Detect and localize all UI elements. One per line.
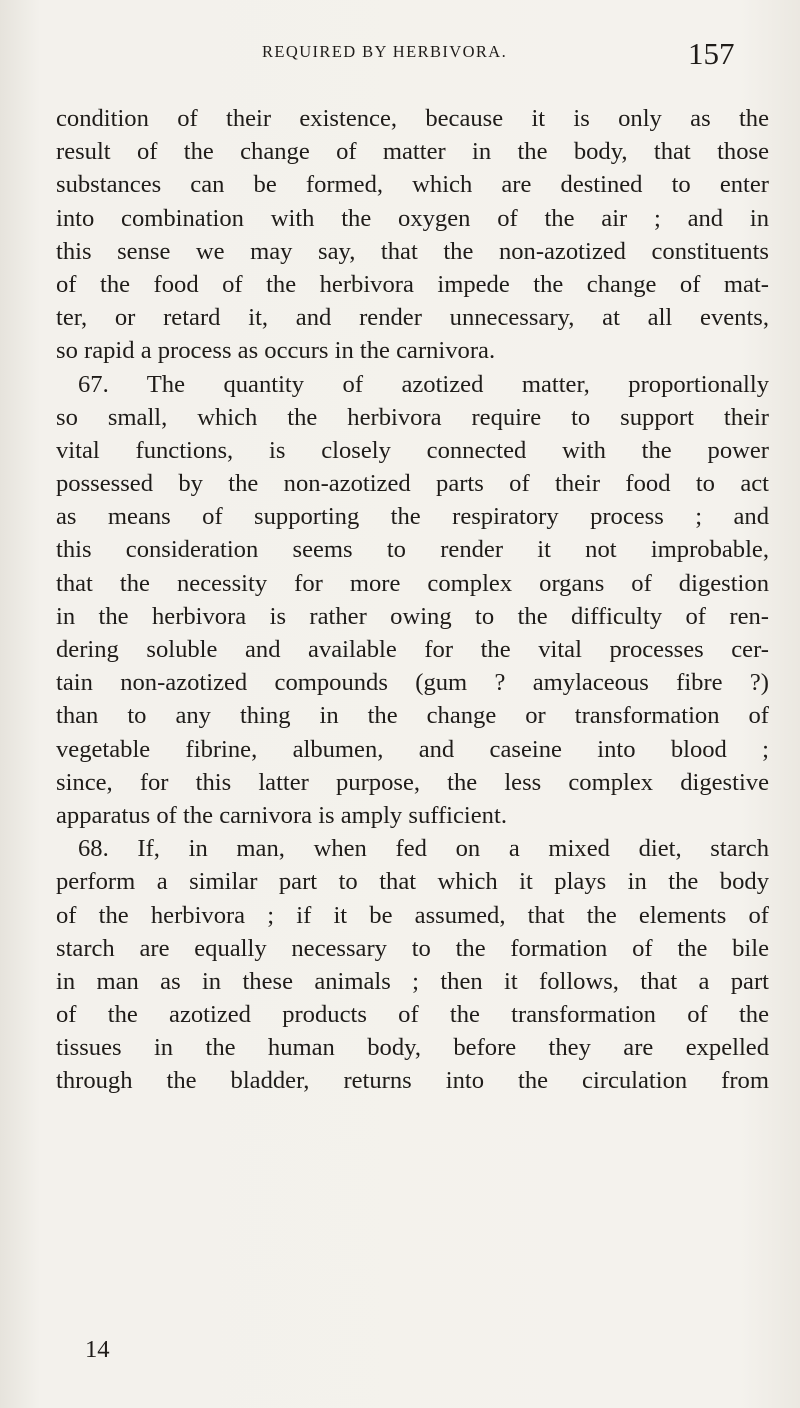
signature-mark: 14: [85, 1336, 110, 1363]
text-line: dering soluble and available for the vital processes cer-: [56, 636, 769, 663]
text-line: through the bladder, returns into the circulation from: [56, 1067, 769, 1095]
text-line: perform a similar part to that which it plays in the body: [56, 868, 769, 896]
running-head: REQUIRED BY HERBIVORA.: [262, 42, 508, 61]
text-line: in man as in these animals ; then it follows, that a part: [56, 967, 769, 995]
text-line: this consideration seems to render it not improbable,: [56, 536, 769, 564]
text-line: of the herbivora ; if it be assumed, that the elements of: [56, 901, 769, 929]
text-line: tissues in the human body, before they are expelled: [56, 1034, 769, 1062]
text-line: vegetable fibrine, albumen, and caseine into blood ;: [56, 735, 769, 763]
text-line: tain non-azotized compounds (gum ? amylaceous fibre ?): [56, 669, 769, 697]
text-line: of the food of the herbivora impede the change of mat-: [56, 270, 769, 298]
text-line: condition of their existence, because it is only as the: [56, 105, 769, 132]
text-line: since, for this latter purpose, the less complex digestive: [56, 768, 769, 796]
text-line: this sense we may say, that the non-azotized constituents: [56, 237, 769, 265]
text-line: possessed by the non-azotized parts of their food to act: [56, 470, 769, 498]
paragraph-67-start: 67. The quantity of azotized matter, proportionally: [78, 370, 769, 398]
text-line: result of the change of matter in the body, that those: [56, 138, 769, 166]
text-line: in the herbivora is rather owing to the difficulty of ren-: [56, 602, 769, 630]
text-line: of the azotized products of the transformation of the: [56, 1001, 769, 1029]
text-line: ter, or retard it, and render unnecessary, at all events,: [56, 304, 769, 332]
body-text: [56, 102, 769, 1098]
page-header: [262, 36, 742, 76]
text-line: as means of supporting the respiratory process ; and: [56, 503, 769, 531]
text-line: so small, which the herbivora require to support their: [56, 403, 769, 431]
text-line: than to any thing in the change or transformation of: [56, 702, 769, 730]
page-number: 157: [688, 36, 735, 71]
text-line: so rapid a process as occurs in the carnivora.: [56, 337, 496, 365]
paragraph-68-start: 68. If, in man, when fed on a mixed diet, starch: [78, 835, 769, 863]
text-line: starch are equally necessary to the formation of the bile: [56, 934, 769, 962]
text-line: into combination with the oxygen of the air ; and in: [56, 204, 769, 232]
text-line: apparatus of the carnivora is amply sufficient.: [56, 801, 507, 829]
text-line: that the necessity for more complex organs of digestion: [56, 569, 769, 597]
text-line: substances can be formed, which are destined to enter: [56, 171, 769, 199]
text-line: vital functions, is closely connected with the power: [56, 436, 769, 464]
